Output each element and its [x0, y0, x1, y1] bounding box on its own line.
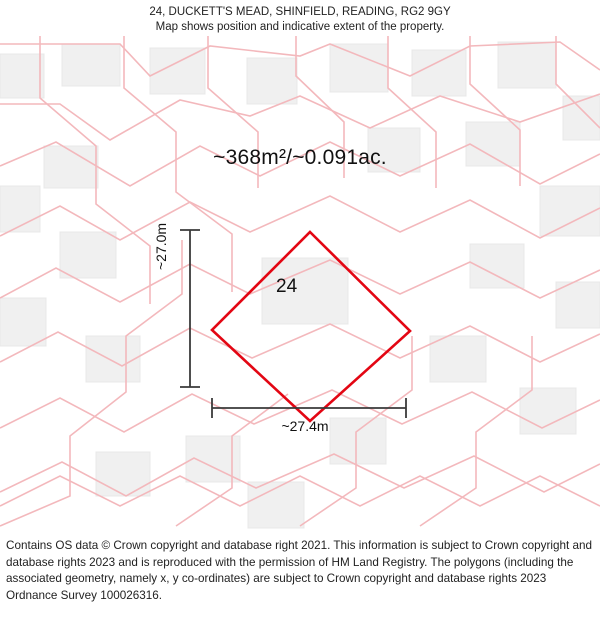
map-vector-layer: [0, 36, 600, 530]
copyright-footer: Contains OS data © Crown copyright and database right 2021. This information is subject to Crown copyright and database rights 2023 and is reproduced with the permission of HM Land Registry. The polygons (including the associated geometry, namely x, y co-ordinates) are subject to Crown copyright and database rights 2023 Ordnance Survey 100026316.: [6, 539, 592, 602]
page-title: 24, DUCKETT'S MEAD, SHINFIELD, READING, RG2 9GY: [149, 6, 451, 18]
map-canvas[interactable]: [0, 36, 600, 530]
dimension-vertical-label: ~27.0m: [153, 222, 169, 270]
building-footprints: [0, 42, 600, 528]
page-subtitle: Map shows position and indicative extent of the property.: [155, 21, 445, 33]
dimension-horizontal-label: ~27.4m: [281, 418, 329, 434]
page-header: [0, 0, 600, 36]
plot-number-label: 24: [276, 276, 298, 297]
dimension-horizontal-line: [212, 398, 406, 418]
plot-area-label: ~368m²/~0.091ac.: [213, 146, 387, 169]
dimension-vertical-line: [180, 230, 200, 387]
